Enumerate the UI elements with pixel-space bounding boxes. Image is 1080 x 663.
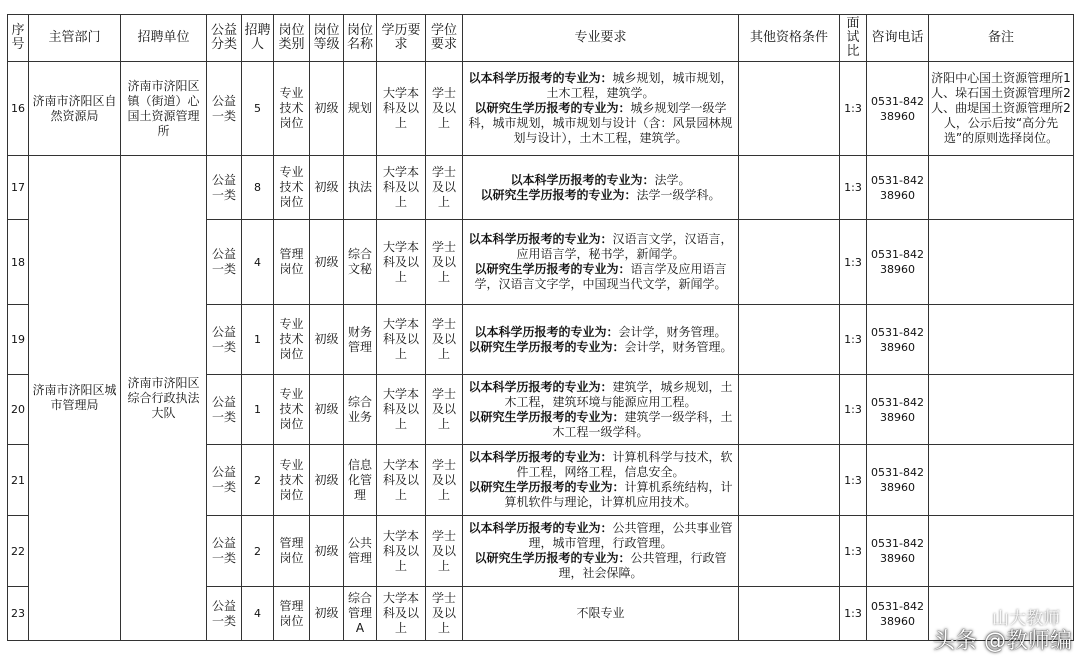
header-remark: 备注 [929, 15, 1074, 62]
ratio-cell: 1:3 [840, 516, 867, 587]
post-name-cell: 公共管理 [344, 516, 377, 587]
major-cell [463, 305, 739, 375]
post-type-cell: 专业技术岗位 [274, 62, 310, 156]
count-cell: 4 [242, 587, 274, 641]
table-row [8, 156, 1074, 220]
undergrad-label: 以本科学历报考的专业为： [468, 521, 613, 535]
post-name-cell: 综合业务 [344, 375, 377, 445]
welfare-cell: 公益一类 [207, 516, 242, 587]
post-type-cell: 专业技术岗位 [274, 375, 310, 445]
ratio-cell: 1:3 [840, 445, 867, 516]
postgrad-majors: 建筑学一级学科，土木工程一级学科。 [552, 409, 733, 439]
header-count: 招聘人 [242, 15, 274, 62]
post-level-cell: 初级 [310, 62, 344, 156]
post-name-cell: 执法 [344, 156, 377, 220]
postgrad-majors: 城乡规划学一级学科，城市规划，城市规划与设计（含：风景园林规划与设计），土木工程，建筑学。 [468, 101, 733, 145]
header-other: 其他资格条件 [739, 15, 840, 62]
phone-cell: 0531-84238960 [867, 587, 929, 641]
count-cell: 1 [242, 305, 274, 375]
undergrad-label: 以本科学历报考的专业为： [468, 450, 613, 464]
major-cell [463, 375, 739, 445]
post-type-cell: 专业技术岗位 [274, 445, 310, 516]
count-cell: 1 [242, 375, 274, 445]
header-seq: 序号 [8, 15, 29, 62]
degree-cell: 学士及以上 [426, 220, 463, 305]
count-cell: 2 [242, 516, 274, 587]
welfare-cell: 公益一类 [207, 156, 242, 220]
phone-cell: 0531-84238960 [867, 220, 929, 305]
other-cell [739, 220, 840, 305]
dept-cell: 济南市济阳区自然资源局 [29, 62, 121, 156]
major-cell [463, 62, 739, 156]
remark-cell [929, 156, 1074, 220]
other-cell [739, 375, 840, 445]
seq-cell: 20 [8, 375, 29, 445]
undergrad-label: 以本科学历报考的专业为： [474, 324, 619, 339]
seq-cell: 18 [8, 220, 29, 305]
post-name-cell: 信息化管理 [344, 445, 377, 516]
ratio-cell: 1:3 [840, 305, 867, 375]
ratio-cell: 1:3 [840, 156, 867, 220]
ratio-cell: 1:3 [840, 375, 867, 445]
other-cell [739, 587, 840, 641]
post-level-cell: 初级 [310, 516, 344, 587]
post-type-cell: 管理岗位 [274, 220, 310, 305]
postgrad-label: 以研究生学历报考的专业为： [474, 551, 631, 565]
post-level-cell: 初级 [310, 305, 344, 375]
degree-cell: 学士及以上 [426, 445, 463, 516]
major-cell [463, 220, 739, 305]
undergrad-label: 以本科学历报考的专业为： [468, 71, 613, 85]
postgrad-majors: 会计学，财务管理。 [624, 339, 733, 354]
post-name-cell: 综合管理A [344, 587, 377, 641]
count-cell: 2 [242, 445, 274, 516]
post-level-cell: 初级 [310, 587, 344, 641]
phone-cell: 0531-84238960 [867, 62, 929, 156]
post-name-cell: 综合文秘 [344, 220, 377, 305]
count-cell: 5 [242, 62, 274, 156]
seq-cell: 17 [8, 156, 29, 220]
dept-cell: 济南市济阳区城市管理局 [29, 156, 121, 641]
unit-cell: 济南市济阳区镇（街道）心国土资源管理所 [121, 62, 207, 156]
undergrad-majors: 法学。 [654, 172, 691, 187]
header-unit: 招聘单位 [121, 15, 207, 62]
other-cell [739, 445, 840, 516]
header-dept: 主管部门 [29, 15, 121, 62]
degree-cell: 学士及以上 [426, 305, 463, 375]
post-type-cell: 专业技术岗位 [274, 305, 310, 375]
count-cell: 8 [242, 156, 274, 220]
postgrad-label: 以研究生学历报考的专业为： [468, 409, 625, 424]
postgrad-majors: 语言学及应用语言学，汉语言文字学，中国现当代文学，新闻学。 [474, 262, 727, 291]
ratio-cell: 1:3 [840, 62, 867, 156]
phone-cell: 0531-84238960 [867, 375, 929, 445]
edu-cell: 大学本科及以上 [377, 375, 426, 445]
edu-cell: 大学本科及以上 [377, 516, 426, 587]
degree-cell: 学士及以上 [426, 587, 463, 641]
remark-cell [929, 445, 1074, 516]
seq-cell: 16 [8, 62, 29, 156]
postgrad-majors: 计算机系统结构，计算机软件与理论，计算机应用技术。 [504, 480, 733, 509]
phone-cell: 0531-84238960 [867, 156, 929, 220]
undergrad-majors: 城乡规划，城市规划，土木工程，建筑学。 [546, 71, 733, 100]
welfare-cell: 公益一类 [207, 305, 242, 375]
major-cell [463, 445, 739, 516]
seq-cell: 19 [8, 305, 29, 375]
degree-cell: 学士及以上 [426, 375, 463, 445]
postgrad-label: 以研究生学历报考的专业为： [474, 101, 631, 115]
welfare-cell: 公益一类 [207, 587, 242, 641]
phone-cell: 0531-84238960 [867, 445, 929, 516]
remark-cell [929, 305, 1074, 375]
unit-cell: 济南市济阳区综合行政执法大队 [121, 156, 207, 641]
recruitment-table [7, 14, 1074, 641]
postgrad-label: 以研究生学历报考的专业为： [468, 339, 625, 354]
post-level-cell: 初级 [310, 220, 344, 305]
ratio-cell: 1:3 [840, 587, 867, 641]
other-cell [739, 62, 840, 156]
undergrad-majors: 计算机科学与技术，软件工程，网络工程，信息安全。 [516, 450, 733, 479]
header-welfare: 公益分类 [207, 15, 242, 62]
watermark-handle: 头条 @教师编 [933, 629, 1072, 654]
table-row [8, 62, 1074, 156]
edu-cell: 大学本科及以上 [377, 445, 426, 516]
remark-cell [929, 516, 1074, 587]
postgrad-majors: 公共管理，行政管理，社会保障。 [558, 551, 727, 580]
other-cell [739, 516, 840, 587]
undergrad-majors: 会计学，财务管理。 [618, 324, 727, 339]
header-post-level: 岗位等级 [310, 15, 344, 62]
welfare-cell: 公益一类 [207, 445, 242, 516]
undergrad-majors: 建筑学，城乡规划，土木工程，建筑环境与能源应用工程。 [504, 379, 733, 409]
count-cell: 4 [242, 220, 274, 305]
header-post-name: 岗位名称 [344, 15, 377, 62]
edu-cell: 大学本科及以上 [377, 62, 426, 156]
other-cell [739, 305, 840, 375]
edu-cell: 大学本科及以上 [377, 156, 426, 220]
edu-cell: 大学本科及以上 [377, 305, 426, 375]
edu-cell: 大学本科及以上 [377, 220, 426, 305]
remark-cell [929, 375, 1074, 445]
edu-cell: 大学本科及以上 [377, 587, 426, 641]
header-ratio: 面试比 [840, 15, 867, 62]
post-level-cell: 初级 [310, 445, 344, 516]
seq-cell: 22 [8, 516, 29, 587]
post-level-cell: 初级 [310, 156, 344, 220]
seq-cell: 21 [8, 445, 29, 516]
welfare-cell: 公益一类 [207, 62, 242, 156]
remark-cell: 济阳中心国土资源管理所1人、垛石国土资源管理所2人、曲堤国土资源管理所2人，公示后按“高分先选”的原则选择岗位。 [929, 62, 1074, 156]
post-type-cell: 管理岗位 [274, 516, 310, 587]
undergrad-label: 以本科学历报考的专业为： [510, 172, 655, 187]
watermark-text: 山大教师 [992, 609, 1060, 629]
postgrad-label: 以研究生学历报考的专业为： [468, 480, 625, 494]
major-cell [463, 156, 739, 220]
post-type-cell: 管理岗位 [274, 587, 310, 641]
phone-cell: 0531-84238960 [867, 305, 929, 375]
ratio-cell: 1:3 [840, 220, 867, 305]
major-cell [463, 587, 739, 641]
undergrad-majors: 不限专业 [576, 606, 625, 620]
phone-cell: 0531-84238960 [867, 516, 929, 587]
undergrad-majors: 公共管理，公共事业管理，城市管理，行政管理。 [528, 521, 733, 550]
degree-cell: 学士及以上 [426, 516, 463, 587]
degree-cell: 学士及以上 [426, 62, 463, 156]
postgrad-label: 以研究生学历报考的专业为： [474, 262, 631, 276]
major-cell [463, 516, 739, 587]
postgrad-majors: 法学一级学科。 [636, 187, 721, 202]
undergrad-label: 以本科学历报考的专业为： [468, 379, 613, 394]
header-degree: 学位要求 [426, 15, 463, 62]
header-phone: 咨询电话 [867, 15, 929, 62]
welfare-cell: 公益一类 [207, 220, 242, 305]
post-level-cell: 初级 [310, 375, 344, 445]
seq-cell: 23 [8, 587, 29, 641]
post-type-cell: 专业技术岗位 [274, 156, 310, 220]
remark-cell [929, 220, 1074, 305]
welfare-cell: 公益一类 [207, 375, 242, 445]
undergrad-label: 以本科学历报考的专业为： [468, 232, 613, 246]
header-major: 专业要求 [463, 15, 739, 62]
other-cell [739, 156, 840, 220]
undergrad-majors: 汉语言文学，汉语言，应用语言学，秘书学，新闻学。 [516, 232, 733, 261]
post-name-cell: 财务管理 [344, 305, 377, 375]
header-post-type: 岗位类别 [274, 15, 310, 62]
header-edu: 学历要求 [377, 15, 426, 62]
postgrad-label: 以研究生学历报考的专业为： [480, 187, 637, 202]
degree-cell: 学士及以上 [426, 156, 463, 220]
header-row [8, 15, 1074, 62]
post-name-cell: 规划 [344, 62, 377, 156]
